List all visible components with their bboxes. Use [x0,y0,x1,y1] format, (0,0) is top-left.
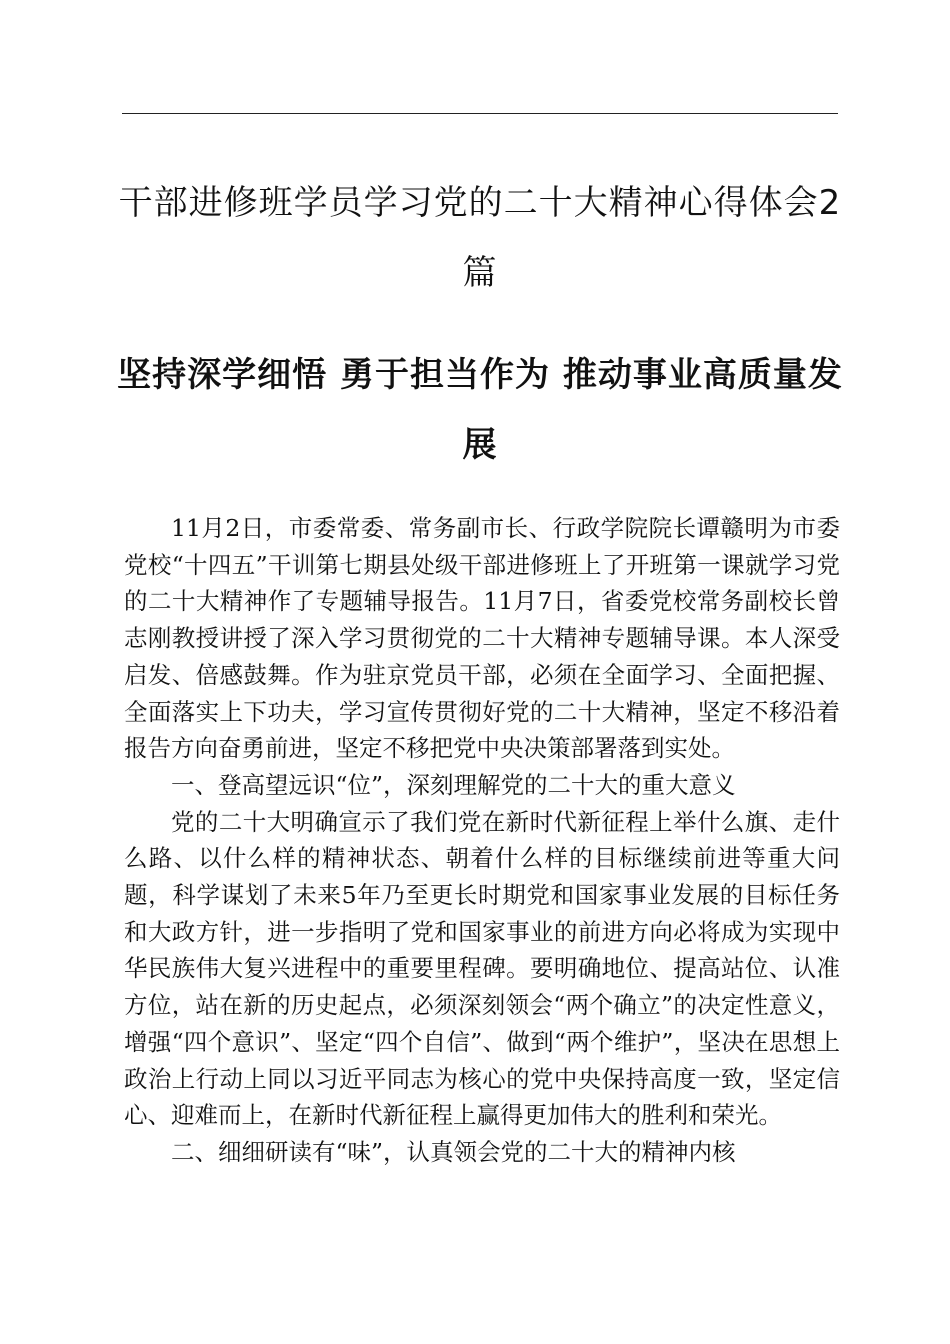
section-heading-1: 一、登高望远识“位”，深刻理解党的二十大的重大意义 [171,770,736,799]
document-title: 干部进修班学员学习党的二十大精神心得体会2篇 [118,183,842,293]
header-rule [122,113,838,114]
article-body [124,510,840,1171]
paragraph-intro: 11月2日，市委常委、常务副市长、行政学院院长谭赣明为市委党校“十四五”干训第七期县处级干部进修班上了开班第一课就学习党的二十大精神作了专题辅导报告。11月7日，省委党校常务副校长曾志刚教授讲授了深入学习贯彻党的二十大精神专题辅导课。本人深受启发、倍感鼓舞。作为驻京党员干部，必须在全面学习、全面把握、全面落实上下功夫，学习宣传贯彻好党的二十大精神，坚定不移沿着报告方向奋勇前进，坚定不移把党中央决策部署落到实处。 [124,514,840,763]
section-heading-2: 二、细细研读有“味”，认真领会党的二十大的精神内核 [171,1137,736,1166]
paragraph-section-1: 党的二十大明确宣示了我们党在新时代新征程上举什么旗、走什么路、以什么样的精神状态、朝着什么样的目标继续前进等重大问题，科学谋划了未来5年乃至更长时期党和国家事业发展的目标任务和大政方针，进一步指明了党和国家事业的前进方向必将成为实现中华民族伟大复兴进程中的重要里程碑。要明确地位、提高站位、认准方位，站在新的历史起点，必须深刻领会“两个确立”的决定性意义，增强“四个意识”、坚定“四个自信”、做到“两个维护”，坚决在思想上政治上行动上同以习近平同志为核心的党中央保持高度一致，坚定信心、迎难而上，在新时代新征程上赢得更加伟大的胜利和荣光。 [124,807,840,1130]
article-title: 坚持深学细悟 勇于担当作为 推动事业高质量发展 [117,355,843,465]
